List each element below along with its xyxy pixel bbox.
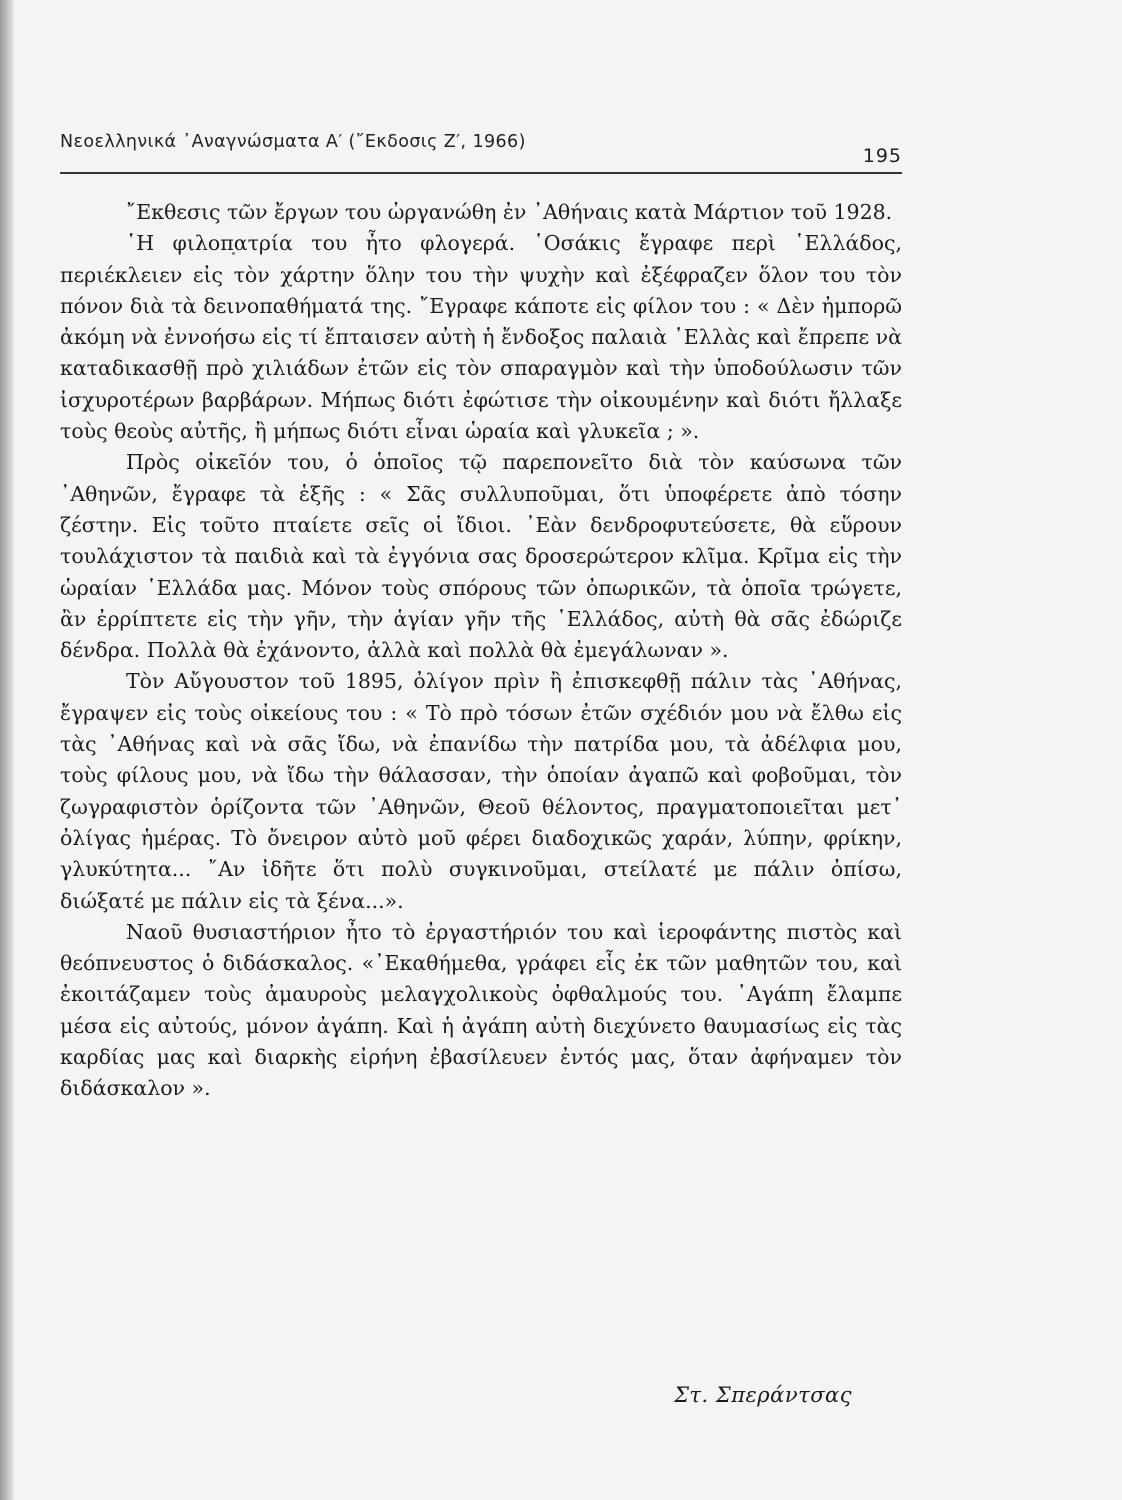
paragraph-5: Ναοῦ θυσιαστήριον ἦτο τὸ ἐργαστήριόν του καὶ ἱεροφάντης πιστὸς καὶ θεόπνευστος ὁ διδάσκαλος. «᾿Εκαθήμεθα, γράφει εἷς ἐκ τῶν μαθητῶν του, καὶ ἐκοιτάζαμεν τοὺς ἀμαυροὺς μελαγχολικοὺς ὀφθαλμούς του. ᾿Αγάπη ἔλαμπε μέσα εἰς αὐτούς, μόνον ἀγάπη. Καὶ ἡ ἀγάπη αὐτὴ διεχύνετο θαυμασίως εἰς τὰς καρδίας μας καὶ διαρκὴς εἰρήνη ἐβασίλευεν ἐντός μας, ὅταν ἀφήναμεν τὸν διδάσκαλον ». [60, 919, 902, 1101]
running-title: Νεοελληνικά ᾿Αναγνώσματα Α′ (῎Εκδοσις Ζ′, 1966) [60, 132, 526, 152]
paragraph-3: Πρὸς οἰκεῖόν του, ὁ ὁποῖος τῷ παρεπονεῖτο διὰ τὸν καύσωνα τῶν ᾿Αθηνῶν, ἔγραφε τὰ ἑξῆς : « Σᾶς συλλυποῦμαι, ὅτι ὑποφέρετε ἀπὸ τόσην ζέστην. Εἰς τοῦτο πταίετε σεῖς οἱ ἴδιοι. ᾿Εὰν δενδροφυτεύσετε, θὰ εὕρουν τουλάχιστον τὰ παιδιὰ καὶ τὰ ἐγγόνια σας δροσερώτερον κλῖμα. Κρῖμα εἰς τὴν ὡραίαν ῾Ελλάδα μας. Μόνον τοὺς σπόρους τῶν ὀπωρικῶν, τὰ ὁποῖα τρώγετε, ἂν ἐρρίπτετε εἰς τὴν γῆν, τὴν ἁγίαν γῆν τῆς ῾Ελλάδος, αὐτὴ θὰ σᾶς ἐδώριζε δένδρα. Πολλὰ θὰ ἐχάνοντο, ἀλλὰ καὶ πολλὰ θὰ ἐμεγάλωναν ». [60, 450, 902, 663]
paragraph-2: ῾Η φιλοπατρία του ἦτο φλογερά. ῾Οσάκις ἔγραφε περὶ ῾Ελλάδος, περιέκλειεν εἰς τὸν χάρτην ὅλην του τὴν ψυχὴν καὶ ἐξέφραζεν ὅλον του τὸν πόνον διὰ τὰ δεινοπαθήματά της. ῎Εγραφε κάποτε εἰς φίλον του : « Δὲν ἠμπορῶ ἀκόμη νὰ ἐννοήσω εἰς τί ἔπταισεν αὐτὴ ἡ ἔνδοξος παλαιὰ ῾Ελλὰς καὶ ἔπρεπε νὰ καταδικασθῇ πρὸ χιλιάδων ἐτῶν εἰς τὸν σπαραγμὸν καὶ τὴν ὑποδούλωσιν τῶν ἰσχυροτέρων βαρβάρων. Μήπως διότι ἐφώτισε τὴν οἰκουμένην καὶ διότι ἤλλαξε τοὺς θεοὺς αὐτῆς, ἢ μήπως διότι εἶναι ὡραία καὶ γλυκεῖα ; ». [60, 231, 902, 444]
page-number: 195 [862, 145, 902, 167]
page-edge-shadow [0, 0, 14, 1500]
body-text [60, 197, 902, 1105]
header-rule [60, 172, 902, 174]
author-signature: Στ. Σπεράντσας [674, 1383, 852, 1407]
page-header [60, 128, 902, 176]
paragraph-4: Τὸν Αὔγουστον τοῦ 1895, ὀλίγον πρὶν ἢ ἐπισκεφθῇ πάλιν τὰς ᾿Αθήνας, ἔγραψεν εἰς τοὺς οἰκείους του : « Τὸ πρὸ τόσων ἐτῶν σχέδιόν μου νὰ ἔλθω εἰς τὰς ᾿Αθήνας καὶ νὰ σᾶς ἴδω, νὰ ἐπανίδω τὴν πατρίδα μου, τὰ ἀδέλφια μου, τοὺς φίλους μου, νὰ ἴδω τὴν θάλασσαν, τὴν ὁποίαν ἀγαπῶ καὶ φοβοῦμαι, τὸν ζωγραφιστὸν ὁρίζοντα τῶν ᾿Αθηνῶν, Θεοῦ θέλοντος, πραγματοποιεῖται μετ᾿ ὀλίγας ἡμέρας. Τὸ ὄνειρον αὐτὸ μοῦ φέρει διαδοχικῶς χαράν, λύπην, φρίκην, γλυκύτητα... ῎Αν ἰδῆτε ὅτι πολὺ συγκινοῦμαι, στείλατέ με πάλιν ὀπίσω, διώξατέ με πάλιν εἰς τὰ ξένα...». [60, 669, 902, 913]
paragraph-1: ῎Εκθεσις τῶν ἔργων του ὠργανώθη ἐν ᾿Αθήναις κατὰ Μάρτιον τοῦ 1928. [126, 200, 893, 224]
